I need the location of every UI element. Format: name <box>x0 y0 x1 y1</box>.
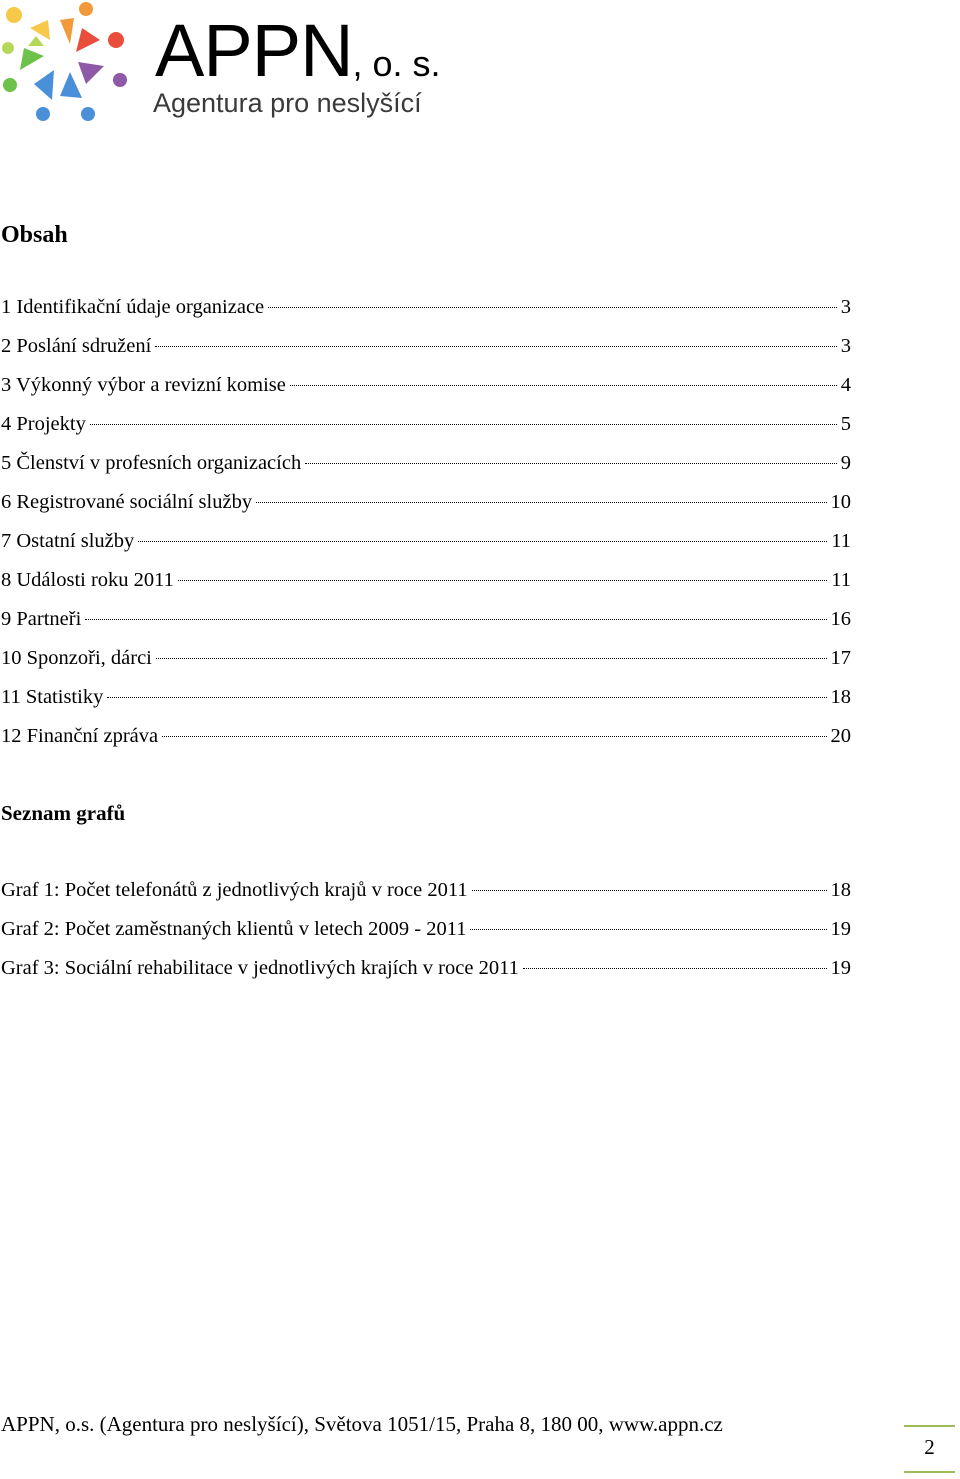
logo-suffix: , o. s. <box>352 43 441 84</box>
toc-entry[interactable] <box>1 527 851 566</box>
organization-logo <box>0 0 445 125</box>
toc-entry-title: 10 Sponzoři, dárci <box>1 647 152 669</box>
toc-entry-page: 16 <box>830 608 851 630</box>
toc-entry-title: 5 Členství v profesních organizacích <box>1 452 302 474</box>
toc-entry-page: 11 <box>831 530 851 552</box>
toc-entry[interactable] <box>1 683 851 722</box>
toc-entry-page: 18 <box>830 879 851 901</box>
logo-name: APPN, o. s. <box>155 9 441 92</box>
toc-entry[interactable] <box>1 410 851 449</box>
toc-entry-page: 11 <box>831 569 851 591</box>
table-of-contents <box>1 293 851 761</box>
toc-entry[interactable] <box>1 449 851 488</box>
toc-entry-page: 19 <box>830 957 851 979</box>
toc-entry-page: 17 <box>830 647 851 669</box>
toc-entry-page: 3 <box>840 335 851 357</box>
toc-entry[interactable] <box>1 954 851 993</box>
dot-leader <box>472 890 827 891</box>
graphs-heading: Seznam grafů <box>1 801 126 825</box>
dot-leader <box>155 346 836 347</box>
dot-leader <box>290 385 837 386</box>
toc-entry-title: 11 Statistiky <box>1 686 104 708</box>
appn-logo-mark-icon <box>0 0 130 125</box>
dot-leader <box>90 424 837 425</box>
toc-entry-title: 1 Identifikační údaje organizace <box>1 296 265 318</box>
toc-entry-title: 3 Výkonný výbor a revizní komise <box>1 374 286 396</box>
dot-leader <box>156 658 827 659</box>
contents-heading: Obsah <box>1 222 68 248</box>
toc-entry-page: 10 <box>830 491 851 513</box>
toc-entry-title: Graf 1: Počet telefonátů z jednotlivých krajů v roce 2011 <box>1 879 468 901</box>
dot-leader <box>85 619 826 620</box>
footer-address: APPN, o.s. (Agentura pro neslyšící), Světova 1051/15, Praha 8, 180 00, www.appn.cz <box>1 1412 723 1436</box>
toc-entry-title: 4 Projekty <box>1 413 86 435</box>
toc-entry[interactable] <box>1 488 851 527</box>
toc-entry-page: 20 <box>830 725 851 747</box>
toc-entry-title: 2 Poslání sdružení <box>1 335 152 357</box>
toc-entry[interactable] <box>1 605 851 644</box>
toc-entry-title: 6 Registrované sociální služby <box>1 491 253 513</box>
dot-leader <box>523 968 827 969</box>
toc-entry-page: 9 <box>840 452 851 474</box>
logo-tagline: Agentura pro neslyšící <box>153 88 422 118</box>
toc-entry[interactable] <box>1 332 851 371</box>
dot-leader <box>178 580 827 581</box>
page-number-box <box>904 1425 955 1473</box>
dot-leader <box>256 502 826 503</box>
toc-entry[interactable] <box>1 293 851 332</box>
page-number: 2 <box>924 1435 935 1459</box>
toc-entry-title: 8 Události roku 2011 <box>1 569 174 591</box>
toc-entry-page: 5 <box>840 413 851 435</box>
toc-entry-title: 7 Ostatní služby <box>1 530 135 552</box>
toc-entry-title: 12 Finanční zpráva <box>1 725 159 747</box>
dot-leader <box>162 736 826 737</box>
dot-leader <box>268 307 837 308</box>
toc-entry-title: 9 Partneři <box>1 608 82 630</box>
toc-entry-page: 4 <box>840 374 851 396</box>
toc-entry[interactable] <box>1 722 851 761</box>
toc-entry[interactable] <box>1 876 851 915</box>
toc-entry-page: 3 <box>840 296 851 318</box>
list-of-graphs <box>1 876 851 993</box>
dot-leader <box>305 463 837 464</box>
dot-leader <box>138 541 827 542</box>
toc-entry-page: 18 <box>830 686 851 708</box>
toc-entry-title: Graf 3: Sociální rehabilitace v jednotlivých krajích v roce 2011 <box>1 957 519 979</box>
toc-entry[interactable] <box>1 644 851 683</box>
dot-leader <box>470 929 826 930</box>
toc-entry[interactable] <box>1 915 851 954</box>
toc-entry[interactable] <box>1 371 851 410</box>
dot-leader <box>107 697 826 698</box>
toc-entry-title: Graf 2: Počet zaměstnaných klientů v letech 2009 - 2011 <box>1 918 467 940</box>
toc-entry-page: 19 <box>830 918 851 940</box>
toc-entry[interactable] <box>1 566 851 605</box>
